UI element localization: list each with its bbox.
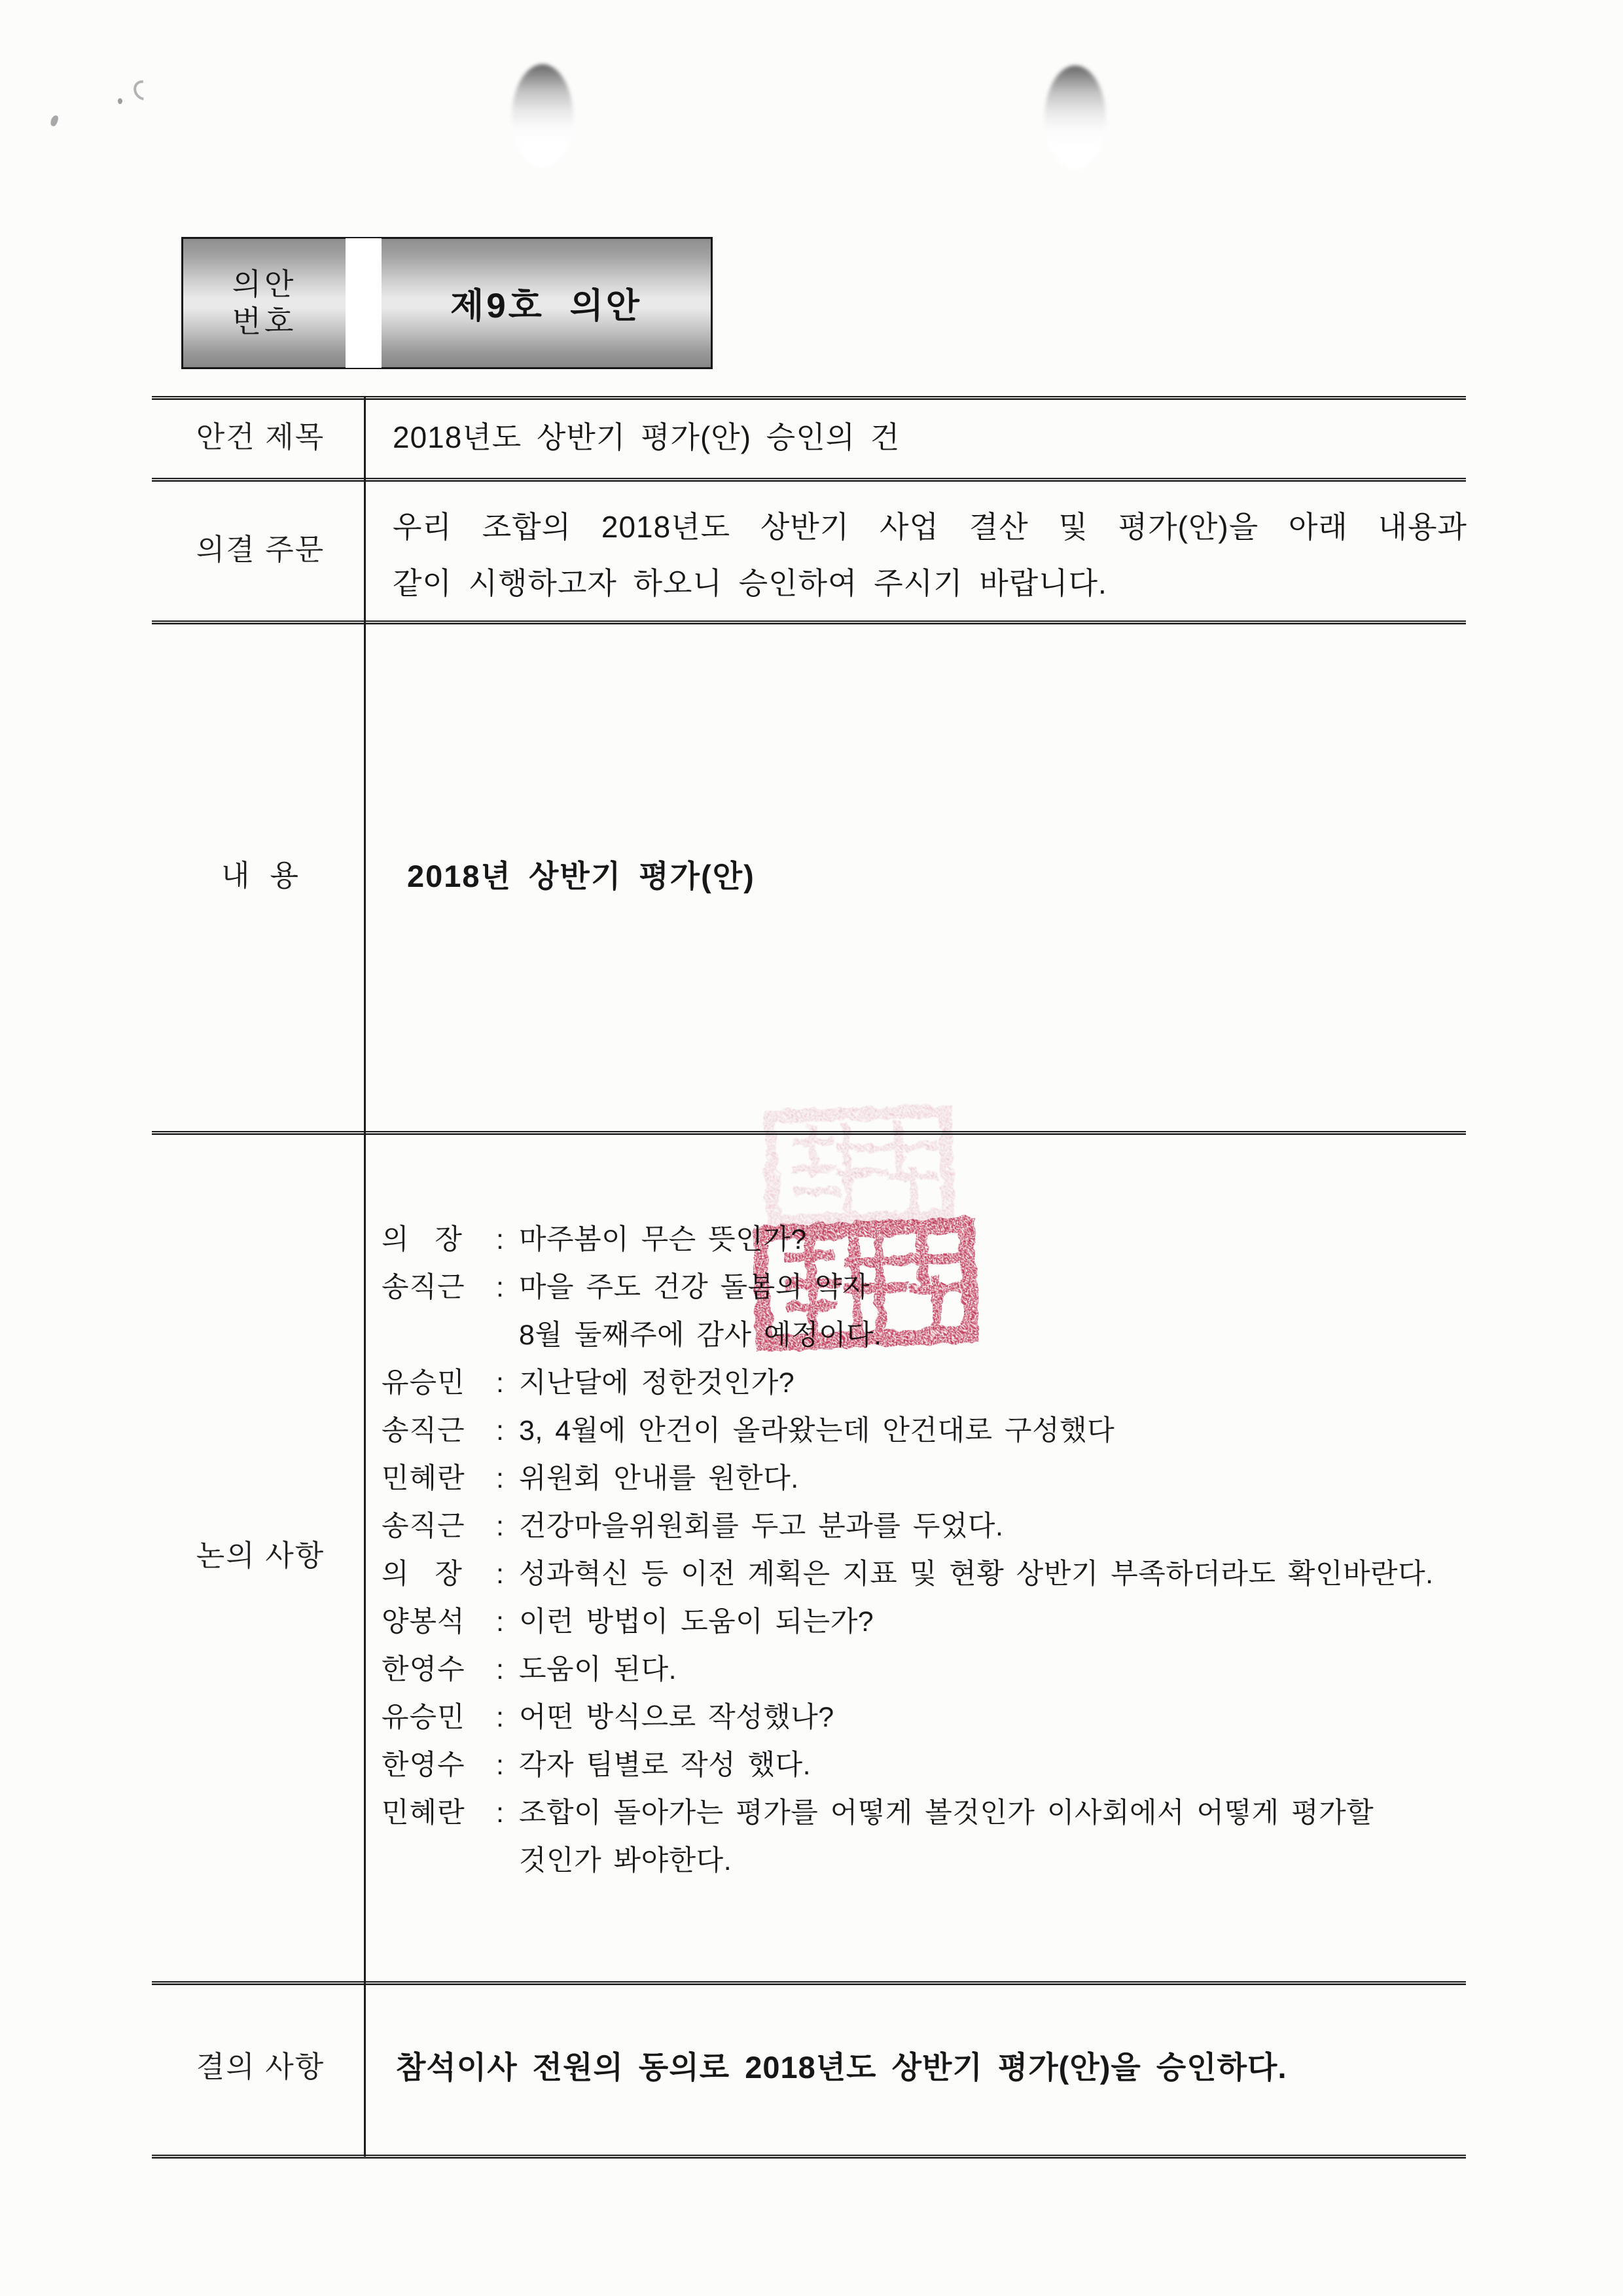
discussion-text: 8월 둘째주에 감사 예정이다. (519, 1319, 882, 1351)
discussion-line (382, 1837, 1481, 1885)
discussion-text: 위원회 안내를 원한다. (519, 1463, 799, 1494)
speaker-name: 민혜란 (382, 1797, 465, 1829)
discussion-line (382, 1551, 1481, 1598)
agenda-number-box (181, 237, 713, 369)
red-seal-stamp-faint (759, 1102, 959, 1232)
agenda-title-text: 2018년도 상반기 평가(안) 승인의 건 (393, 420, 901, 454)
discussion-text: 것인가 봐야한다. (519, 1845, 732, 1876)
discussion-text: 어떤 방식으로 작성했나? (519, 1702, 834, 1733)
agenda-number-divider (346, 238, 382, 368)
label-agenda-title: 안건 제목 (196, 420, 325, 454)
speaker-name: 송직근 (382, 1511, 465, 1542)
discussion-line (382, 1789, 1481, 1837)
scan-speck (118, 98, 122, 104)
speaker-name: 한영수 (382, 1654, 465, 1685)
agenda-number-label (183, 239, 346, 367)
label-content: 내 용 (221, 859, 300, 892)
resolution-text (393, 499, 1467, 611)
speaker-colon: : (496, 1606, 504, 1638)
agenda-number-label-top: 의안 (232, 267, 297, 301)
punch-hole-left (512, 64, 573, 168)
resolution-line-1: 우리 조합의 2018년도 상반기 사업 결산 및 평가(안)을 아래 내용과 (393, 510, 1467, 544)
table-rule (152, 478, 1466, 482)
discussion-line (382, 1694, 1481, 1742)
speaker-colon: : (496, 1224, 504, 1255)
label-decision: 결의 사항 (196, 2050, 325, 2083)
discussion-line (382, 1598, 1481, 1646)
speaker-name: 유승민 (382, 1367, 465, 1399)
speaker-name: 의 장 (382, 1558, 463, 1590)
scan-speck (130, 77, 157, 105)
speaker-colon: : (496, 1463, 504, 1494)
scan-speck (50, 115, 60, 127)
speaker-colon: : (496, 1797, 504, 1829)
speaker-name: 유승민 (382, 1702, 465, 1733)
discussion-text: 이런 방법이 도움이 되는가? (519, 1606, 874, 1638)
discussion-text: 조합이 돌아가는 평가를 어떻게 볼것인가 이사회에서 어떻게 평가할 (519, 1797, 1374, 1829)
table-rule (152, 1981, 1466, 1985)
agenda-number-value: 제9호 의안 (450, 287, 642, 325)
speaker-colon: : (496, 1654, 504, 1685)
speaker-colon: : (496, 1367, 504, 1399)
label-discussion: 논의 사항 (196, 1539, 325, 1572)
discussion-line (382, 1503, 1481, 1551)
discussion-text: 마을 주도 건강 돌봄의 약자 (519, 1272, 870, 1303)
resolution-line-2: 같이 시행하고자 하오니 승인하여 주시기 바랍니다. (393, 566, 1107, 600)
discussion-text: 건강마을위원회를 두고 분과를 두었다. (519, 1511, 1004, 1542)
table-rule (152, 2155, 1466, 2159)
agenda-number-label-bottom: 번호 (232, 304, 297, 338)
discussion-text: 지난달에 정한것인가? (519, 1367, 795, 1399)
speaker-name: 의 장 (382, 1224, 463, 1255)
discussion-text: 마주봄이 무슨 뜻인가? (519, 1224, 807, 1255)
speaker-name: 송직근 (382, 1415, 465, 1446)
speaker-name: 송직근 (382, 1272, 465, 1303)
red-seal-stamp (747, 1213, 983, 1354)
discussion-text: 각자 팀별로 작성 했다. (519, 1749, 812, 1781)
discussion-line (382, 1455, 1481, 1503)
speaker-colon: : (496, 1415, 504, 1446)
discussion-text: 성과혁신 등 이전 계획은 지표 및 현황 상반기 부족하더라도 확인바란다. (519, 1558, 1434, 1590)
speaker-colon: : (496, 1511, 504, 1542)
discussion-line (382, 1646, 1481, 1694)
punch-hole-right (1044, 65, 1106, 169)
speaker-colon: : (496, 1749, 504, 1781)
discussion-text: 도움이 된다. (519, 1654, 677, 1685)
table-rule (152, 620, 1466, 624)
speaker-name: 민혜란 (382, 1463, 465, 1494)
speaker-name: 한영수 (382, 1749, 465, 1781)
label-resolution-text: 의결 주문 (196, 533, 325, 566)
table-column-divider (364, 396, 366, 2157)
speaker-name: 양봉석 (382, 1606, 465, 1638)
table-rule (152, 396, 1466, 400)
content-text: 2018년 상반기 평가(안) (407, 859, 755, 893)
speaker-colon: : (496, 1272, 504, 1303)
discussion-line (382, 1742, 1481, 1789)
decision-text: 참석이사 전원의 동의로 2018년도 상반기 평가(안)을 승인하다. (396, 2050, 1287, 2085)
discussion-line (382, 1359, 1481, 1407)
speaker-colon: : (496, 1702, 504, 1733)
discussion-text: 3, 4월에 안건이 올라왔는데 안건대로 구성했다 (519, 1415, 1115, 1446)
discussion-line (382, 1407, 1481, 1455)
speaker-colon: : (496, 1558, 504, 1590)
